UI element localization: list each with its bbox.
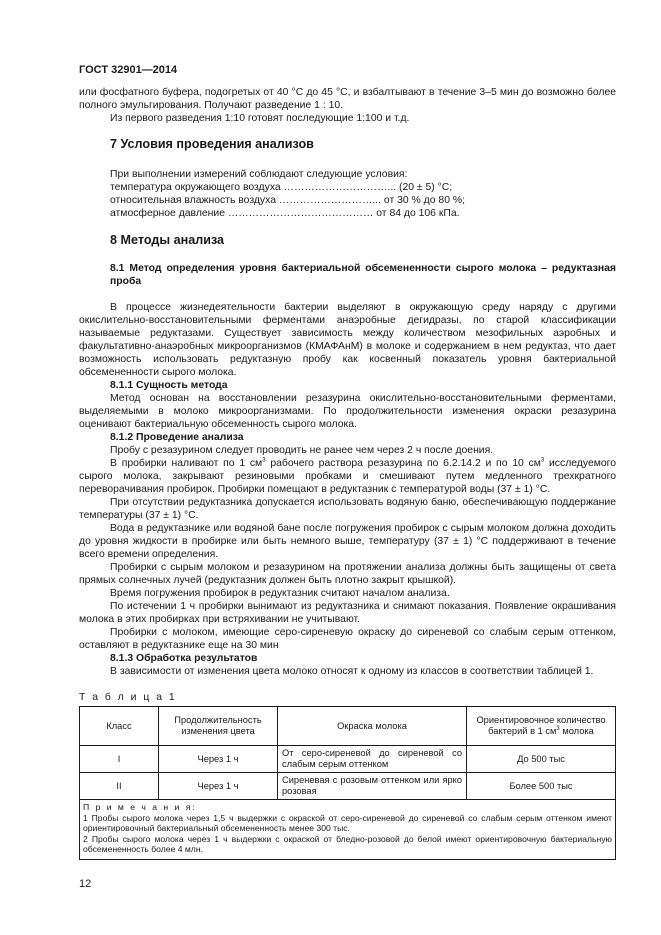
header-bacteria: Ориентировочное количество бактерий в 1 $см^3$ молока (467, 707, 616, 746)
section-8-1-2-paragraph: При отсутствии редуктазника допускается использовать водяную баню, обеспечивающую поддержание температуры (37 ± 1) °С. (79, 497, 616, 521)
page-content (79, 86, 616, 860)
intro-paragraph: или фосфатного буфера, подогретых от 40 °С до 45 °С, и взбалтывают в течение 3–5 мин до возможно более полного эмульгирования. Получают разведение 1 : 10. (79, 87, 616, 111)
section-8-1-3-title: 8.1.3 Обработка результатов (110, 653, 258, 664)
section-8-1-3-paragraph: В зависимости от изменения цвета молоко относят к одному из классов в соответствии таблицей 1. (110, 666, 594, 677)
section-8-1-1-title: 8.1.1 Сущность метода (110, 380, 228, 391)
page-header-standard: ГОСТ 32901—2014 (79, 64, 178, 76)
condition-pressure: атмосферное давление …………………………………… от 84 до 106 кПа. (110, 208, 460, 219)
header-color: Окраска молока (278, 707, 467, 746)
section-8-1-paragraph: В процессе жизнедеятельности бактерии выделяют в окружающую среду наряду с другими окислительно-восстановительными ферментами анаэробные дегидразы, по старой классификации называемые редуктазами. Существует зависимость между количеством мезофильных аэробных и факультативно-анаэробных микроорганизмов (КМАФАнМ) в молоке и содержанием в нем редуктаз, что дает возможность использовать редуктазную пробу как косвенный показатель уровня бактериальной обсемененности сырого молока. (79, 302, 616, 378)
table-notes (80, 800, 616, 860)
section-8-1-2-paragraph: В пробирки наливают по 1 $см^3$ рабочего раствора резазурина по 6.2.14.2 и по 10 $см^3$ исследуемого сырого молока, закрывают резиновыми пробками и смешивают путем медленного трехкратного переворачивания пробирок. Пробирки помещают в редуктазник с температурой воды (37 ± 1) °С. (79, 457, 616, 495)
cell-duration: Через 1 ч (159, 746, 278, 773)
cell-bacteria: До 500 тыс (467, 746, 616, 773)
cell-bacteria: Более 500 тыс (467, 773, 616, 800)
condition-temperature: температура окружающего воздуха …………………………... (20 ± 5) °С; (110, 182, 453, 193)
section-7-lead: При выполнении измерений соблюдают следующие условия: (110, 169, 408, 180)
section-8-1-2-paragraph: Пробирки с молоком, имеющие серо-сиреневую окраску до сиреневой со слабым серым оттенком, оставляют в редуктазнике еще на 30 мин (79, 627, 616, 651)
cell-duration: Через 1 ч (159, 773, 278, 800)
note-1: 1 Пробы сырого молока через 1,5 ч выдержки с окраской от серо-сиреневой до сиреневой со слабым серым оттенком имеют ориентировочный бактериальный обсемененность менее 300 тыс. (83, 812, 612, 833)
section-8-1-1-paragraph: Метод основан на восстановлении резазурина окислительно-восстановительными ферментами, выделяемыми в молоко микроорганизмами. По продолжительности изменения окраски резазурина оценивают бактериальную обсеменность сырого молока. (79, 393, 616, 430)
intro-paragraph: Из первого разведения 1:10 готовят последующие 1:100 и т.д. (110, 113, 410, 124)
page-number: 12 (79, 878, 92, 890)
results-table (79, 706, 616, 860)
table-row (80, 746, 616, 773)
cell-color: От серо-сиреневой до сиреневой со слабым серым оттенком (278, 746, 467, 773)
section-8-1-2-paragraph: Пробирки с сырым молоком и резазурином на протяжении анализа должны быть защищены от света прямых солнечных лучей (редуктазник должен быть плотно закрыт крышкой). (79, 562, 616, 586)
section-8-1-title: 8.1 Метод определения уровня бактериальной обсемененности сырого молока – редуктазная проба (110, 263, 616, 287)
section-8-title: 8 Методы анализа (110, 233, 225, 247)
notes-title: П р и м е ч а н и я: (83, 802, 197, 812)
section-8-1-2-paragraph: Время погружения пробирок в редуктазник считают началом анализа. (110, 588, 450, 599)
section-8-1-2-paragraph: Вода в редуктазнике или водяной бане после погружения пробирок с сырым молоком должна доходить до уровня жидкости в пробирке или быть немного выше, температуру (37 ± 1) °С поддерживают в течение всего времени определения. (79, 523, 616, 560)
header-duration: Продолжительность изменения цвета (159, 707, 278, 746)
cell-class: II (80, 773, 159, 800)
table-row (80, 773, 616, 800)
section-8-1-2-paragraph: Пробу с резазурином следует проводить не ранее чем через 2 ч после доения. (110, 445, 494, 456)
section-8-1-2-paragraph: По истечении 1 ч пробирки вынимают из редуктазника и снимают показания. Появление окрашивания молока в этих пробирках при встряхивании не учитывают. (79, 601, 616, 625)
header-class: Класс (80, 707, 159, 746)
note-2: 2 Пробы сырого молока через 1 ч выдержки с окраской от бледно-розовой до белой имеют ориентировочную бактериальную обсемененность более 4 млн. (83, 833, 612, 854)
section-8-1-2-title: 8.1.2 Проведение анализа (110, 432, 244, 443)
table-caption: Т а б л и ц а 1 (79, 692, 177, 703)
cell-color: Сиреневая с розовым оттенком или ярко розовая (278, 773, 467, 800)
condition-humidity: относительная влажность воздуха ………………………... от 30 % до 80 %; (110, 195, 465, 206)
section-7-title: 7 Условия проведения анализов (110, 137, 314, 151)
cell-class: I (80, 746, 159, 773)
table-header-row (80, 707, 616, 746)
table-notes-row (80, 800, 616, 860)
